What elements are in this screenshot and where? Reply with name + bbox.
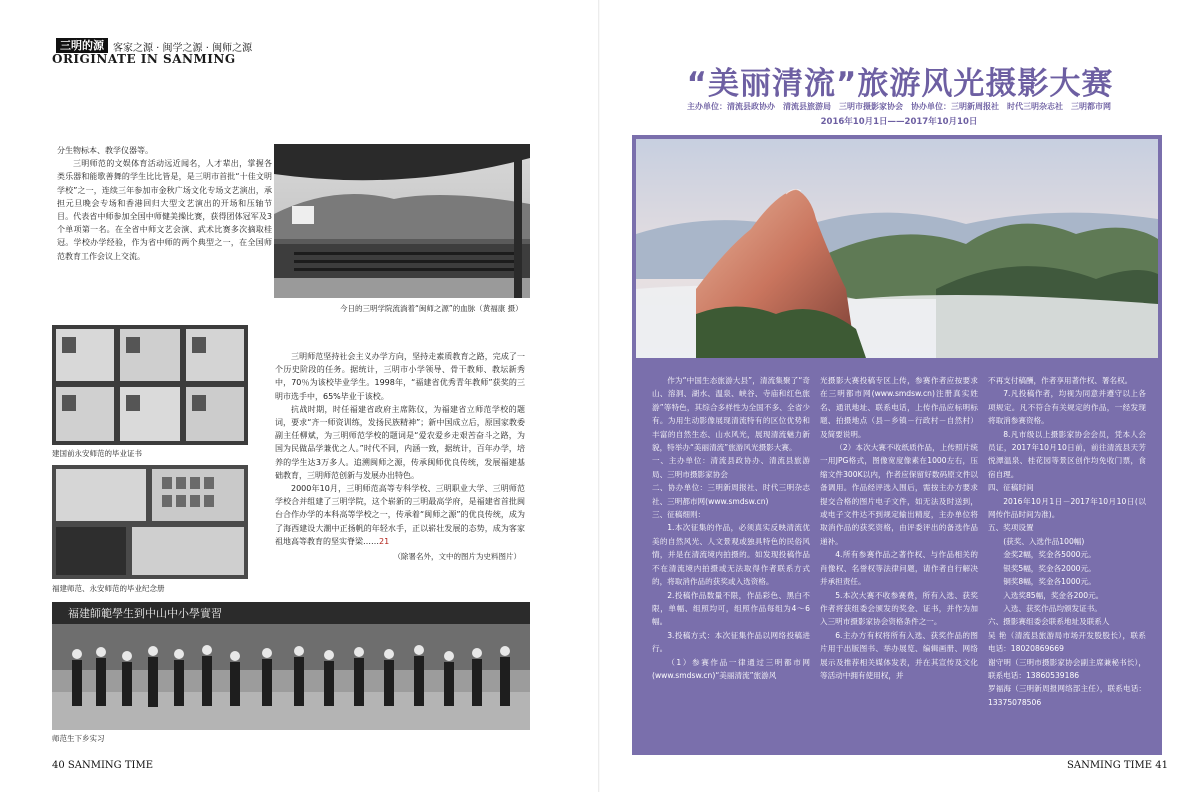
paragraph: 入选奖85幅，奖金各200元。: [1003, 590, 1104, 600]
paragraph: 入选、获奖作品均颁发证书。: [1003, 603, 1102, 613]
contest-title: “美丽清流”旅游风光摄影大赛: [686, 66, 1114, 102]
paragraph: 7.凡投稿作者，均视为同意并遵守以上各项规定。凡不符合有关规定的作品，一经发现将取消参赛资格。: [988, 389, 1146, 426]
paragraph: （2）本次大赛不收纸质作品，上传照片统一用JPG格式，图像宽度像素在1000左右，压缩文件300K以内，作者应保留好数码原文件以备调用。作品经评选入围后，需按主办方要求提交合格的图片电子文件，如无法及时送到，或电子文件达不到规定输出精度，主办单位将取消作品的获奖资格，由评委评出的备选作品递补。: [820, 443, 978, 546]
paragraph: 罗福海（三明新周报网络部主任），联系电话：13375078506: [988, 684, 1146, 707]
paragraph: 不再支付稿酬，作者享用著作权、署名权。: [988, 376, 1133, 385]
page-number-left: 40 SANMING TIME: [52, 760, 153, 771]
paragraph: 抗战时期，时任福建省政府主席陈仪，为福建省立师范学校的题词，要求“齐一师资训练，发扬民族精神”；新中国成立后，原国家教委副主任柳斌，为三明师范学校的题词是“爱农爱乡走艰苦奋斗之路，为国为民做品学兼优之人。”时代不同，内涵一致，据统计，百年办学，培养的学生达3万多人。追溯闽师之源，传承闽师优良传统，发展福建基础教育，三明师范创新与发展办出特色。: [275, 404, 525, 480]
photo-banner-text: 福建師範學生到中山中小學實習: [68, 607, 222, 620]
certificates-photo: [52, 325, 248, 445]
paragraph: 光摄影大赛投稿专区上传，参赛作者应按要求在三明都市网(www.smdsw.cn)注册真实姓名、通讯地址、联系电话，上传作品应标明标题、拍摄地点（县－乡镇－行政村－自然村）及简要说明。: [820, 376, 978, 439]
teaching-practice-caption: 师范生下乡实习: [52, 734, 105, 743]
section-badge: 三明的源: [56, 38, 108, 53]
paragraph: 1.本次征集的作品，必须真实反映清流优美的自然风光、人文景观或独具特色的民俗风情，并是在清流境内拍摄的。如发现投稿作品不在清流境内拍摄或无法取得作者联系方式的，将取消作品的获奖或入选资格。: [652, 523, 810, 587]
page-number-right: SANMING TIME 41: [1067, 760, 1168, 771]
paragraph-text: 2000年10月，三明师范高等专科学校、三明职业大学、三明师范学校合并组建了三明学院，这个崭新的三明最高学府，是福建省首批闽台合作办学的本科高等学校之一，传承着“闽师之源”的优良传统，成为了海西建设大潮中正扬帆的年轻水手，正以崭壮发展的态势，成为客家祖地高等教育的坚实脊梁……: [275, 484, 525, 546]
paragraph: 2016年10月1日－2017年10月10日(以网传作品时间为准)。: [988, 496, 1146, 520]
section-english-title: ORIGINATE IN SANMING: [52, 52, 236, 66]
stadium-photo-caption: 今日的三明学院流淌着“闽师之源”的血脉（黄福康 摄）: [340, 304, 523, 313]
paragraph: 银奖5幅，奖金各2000元。: [1003, 563, 1096, 573]
teaching-practice-photo: [52, 602, 530, 730]
paragraph: 金奖2幅，奖金各5000元。: [1003, 550, 1096, 560]
paragraph: 铜奖8幅，奖金各1000元。: [1003, 577, 1096, 587]
paragraph: 谢守明（三明市摄影家协会副主席兼秘书长），联系电话：13860539186: [988, 657, 1146, 680]
paragraph: 6.主办方有权将所有入选、获奖作品的图片用于出版图书、举办展览、编辑画册、网络展示及推荐相关媒体发表，并在其宣传及文化等活动中拥有使用权，并: [820, 630, 978, 680]
paragraph: 作为“中国生态旅游大县”，清流集聚了“奇山、溶洞、湖水、温泉、峡谷、寺庙和红色旅游”等特色，其综合多样性为全国不多、全省少有。为用生动影像展现清流特有的区位优势和丰富的自然生态、山水风光，展现清流魅力新貌，特举办“美丽清流”旅游风光摄影大赛。: [652, 376, 810, 453]
paragraph: 3.投稿方式：本次征集作品以网络投稿进行。: [652, 630, 810, 654]
article-column-a: [57, 144, 272, 263]
paragraph: 8.凡市级以上摄影家协会会员，凭本人会员证，2017年10月10日前，前往清流县天芳悦潭温泉、桂花园等景区创作均免收门票，食宿自理。: [988, 429, 1146, 479]
end-mark: 21: [379, 536, 390, 546]
contest-sponsors: 主办单位：清流县政协办 清流县旅游局 三明市摄影家协会 协办单位：三明新周报社 时代三明杂志社 三明都市网: [687, 102, 1111, 111]
paragraph: 三明师范坚持社会主义办学方向，坚持走素质教育之路，完成了一个历史阶段的任务。据统计，三明市小学领导、骨干教师、教坛新秀中，70％为该校毕业学生。1998年，“福建省优秀青年教师”获奖的三明市选手中，65%毕业于该校。: [275, 352, 525, 401]
memorial-album-photo: [52, 465, 248, 579]
paragraph: 三明师范的文娱体育活动远近闻名，人才辈出，掌握各类乐器和能歌善舞的学生比比皆是，是三明市首批“十佳文明学校”之一，连续三年参加市金秋广场文化专场文艺演出，承担元旦晚会专场和香港回归大型文艺演出的开场和压轴节目。代表省中师参加全国中师健美操比赛，获得团体冠军及3个单项第一名。在全省中师文艺会演、武术比赛多次摘取桂冠。学校办学经验，作为省中师的两个典型之一，在全国师范教育工作会议上交流。: [57, 159, 272, 261]
paragraph: 六、摄影赛组委会联系地址及联系人: [988, 617, 1110, 627]
panel-column-1: [652, 374, 810, 682]
panel-column-3: [988, 374, 1146, 709]
panel-column-2: [820, 374, 978, 682]
paragraph: 4.所有参赛作品之著作权、与作品相关的肖像权、名誉权等法律问题，请作者自行解决并承担责任。: [820, 550, 978, 587]
article-column-b: [275, 350, 525, 563]
certificates-photo-caption: 建国前永安师范的毕业证书: [52, 449, 142, 458]
stadium-photo: [274, 144, 530, 298]
paragraph: 一、主办单位：清流县政协办、清流县旅游局、三明市摄影家协会: [652, 456, 810, 479]
paragraph: 分生物标本、教学仪器等。: [57, 146, 153, 155]
image-source-note: （除署名外，文中的图片为史料图片）: [393, 552, 521, 562]
memorial-album-photo-caption: 福建师范、永安师范的毕业纪念册: [52, 584, 165, 593]
paragraph: 吴 艳（清流县旅游局市场开发股股长），联系电话：18020869669: [988, 630, 1146, 654]
paragraph: 5.本次大赛不收参赛费，所有入选、获奖作者将获组委会颁发的奖金、证书，并作为加入三明市摄影家协会资格条件之一。: [820, 590, 978, 627]
section-subtitle: 客家之源 · 闽学之源 · 闽师之源: [113, 43, 253, 54]
paragraph: [275, 482, 525, 548]
landscape-photo: [636, 139, 1158, 358]
paragraph: 四、征稿时间: [988, 483, 1034, 493]
paragraph: (获奖、入选作品100幅): [1003, 536, 1085, 546]
paragraph: 2.投稿作品数量不限，作品彩色、黑白不限，单幅、组照均可，组照作品每组为4～6幅。: [652, 590, 810, 627]
paragraph: 五、奖项设置: [988, 523, 1034, 533]
contest-date-range: 2016年10月1日——2017年10月10日: [820, 117, 978, 127]
paragraph: （1）参赛作品一律通过三明都市网(www.smdsw.cn)“美丽清流”旅游风: [652, 657, 810, 680]
paragraph: 二、协办单位：三明新周报社、时代三明杂志社、三明都市网(www.smdsw.cn): [652, 483, 810, 506]
paragraph: 三、征稿细则：: [652, 510, 706, 520]
